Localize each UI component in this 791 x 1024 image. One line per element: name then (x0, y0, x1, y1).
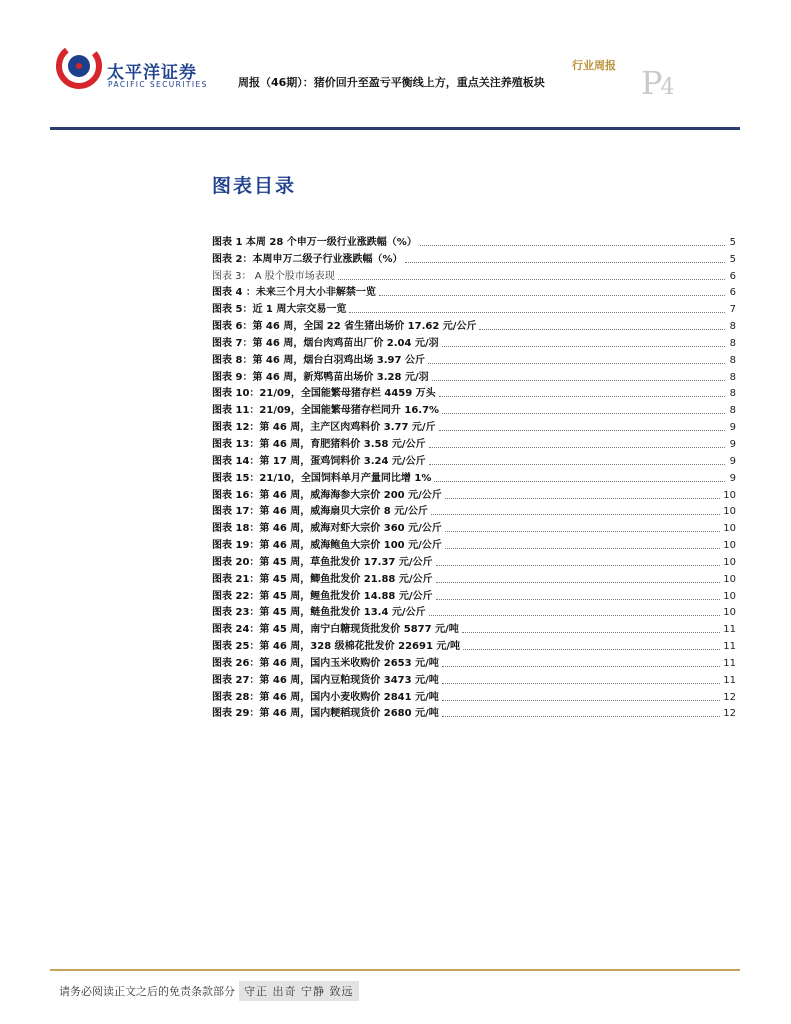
toc-item-page: 6 (729, 270, 736, 282)
toc-item-page: 11 (723, 657, 736, 669)
toc-item-page: 10 (723, 556, 736, 568)
toc-leader-dots (439, 396, 725, 397)
toc-item-page: 11 (723, 641, 736, 653)
page-digit: 4 (660, 75, 675, 100)
page-letter: P (641, 64, 661, 102)
toc-item[interactable] (212, 619, 736, 636)
toc-leader-dots (436, 582, 721, 583)
toc-item-label: 图表 6：第 46 周，全国 22 省生猪出场价 17.62 元/公斤 (212, 321, 477, 333)
toc-item-label: 图表 4 ：未来三个月大小非解禁一览 (212, 287, 376, 299)
toc-leader-dots (479, 329, 725, 330)
brand-name-en: PACIFIC SECURITIES (108, 80, 208, 89)
toc-leader-dots (445, 531, 721, 532)
toc-leader-dots (429, 447, 725, 448)
toc-item[interactable] (212, 384, 736, 401)
toc-item-page: 5 (729, 236, 736, 248)
report-type: 行业周报 (572, 59, 616, 72)
toc-item-page: 10 (723, 523, 736, 535)
toc-item-page: 9 (729, 472, 736, 484)
toc-leader-dots (445, 548, 721, 549)
toc-item[interactable] (212, 400, 736, 417)
toc-item[interactable] (212, 367, 736, 384)
toc-item-label: 图表 27：第 46 周，国内豆粕现货价 3473 元/吨 (212, 674, 439, 686)
toc-item[interactable] (212, 518, 736, 535)
toc-item-label: 图表 7：第 46 周，烟台肉鸡苗出厂价 2.04 元/羽 (212, 337, 439, 349)
toc-item[interactable] (212, 417, 736, 434)
toc-list (212, 232, 736, 720)
toc-item[interactable] (212, 249, 736, 266)
toc-leader-dots (379, 295, 725, 296)
toc-item[interactable] (212, 569, 736, 586)
toc-item-label: 图表 1 本周 28 个申万一级行业涨跌幅（%） (212, 236, 417, 248)
footer-motto: 守正 出奇 宁静 致远 (239, 981, 359, 1001)
toc-item-page: 9 (729, 455, 736, 467)
toc-item-label: 图表 13：第 46 周，育肥猪料价 3.58 元/公斤 (212, 438, 426, 450)
toc-leader-dots (431, 514, 720, 515)
toc-item-page: 7 (729, 304, 736, 316)
toc-item[interactable] (212, 603, 736, 620)
toc-leader-dots (442, 700, 721, 701)
toc-item-label: 图表 3： A 股个股市场表现 (212, 270, 335, 282)
toc-item-page: 8 (729, 371, 736, 383)
toc-item[interactable] (212, 670, 736, 687)
toc-item-label: 图表 2：本周申万二级子行业涨跌幅（%） (212, 253, 403, 265)
toc-item-page: 6 (729, 287, 736, 299)
toc-item[interactable] (212, 350, 736, 367)
toc-item-label: 图表 22：第 45 周，鲤鱼批发价 14.88 元/公斤 (212, 590, 433, 602)
toc-item[interactable] (212, 687, 736, 704)
toc-heading: 图表目录 (212, 175, 297, 197)
toc-leader-dots (442, 683, 721, 684)
toc-leader-dots (442, 716, 721, 717)
brand-name-cn: 太平洋证券 (107, 63, 197, 83)
toc-item-label: 图表 26：第 46 周，国内玉米收购价 2653 元/吨 (212, 657, 439, 669)
toc-leader-dots (436, 599, 721, 600)
toc-leader-dots (432, 380, 725, 381)
toc-item-label: 图表 19：第 46 周，威海鲍鱼大宗价 100 元/公斤 (212, 540, 442, 552)
toc-leader-dots (442, 666, 721, 667)
toc-item-label: 图表 21：第 45 周，鲫鱼批发价 21.88 元/公斤 (212, 573, 433, 585)
toc-leader-dots (349, 312, 725, 313)
header-divider (50, 127, 740, 130)
toc-leader-dots (439, 430, 725, 431)
toc-item-page: 5 (729, 253, 736, 265)
toc-item-label: 图表 11：21/09，全国能繁母猪存栏同升 16.7% (212, 405, 440, 417)
toc-item-page: 8 (729, 388, 736, 400)
toc-item-page: 10 (723, 590, 736, 602)
toc-item-page: 10 (723, 573, 736, 585)
toc-item-page: 11 (723, 674, 736, 686)
toc-item[interactable] (212, 636, 736, 653)
toc-item-label: 图表 18：第 46 周，威海对虾大宗价 360 元/公斤 (212, 523, 442, 535)
footer-divider (50, 969, 740, 971)
toc-item-label: 图表 23：第 45 周，鲢鱼批发价 13.4 元/公斤 (212, 607, 426, 619)
toc-item[interactable] (212, 552, 736, 569)
toc-leader-dots (445, 498, 721, 499)
toc-item-page: 11 (723, 624, 736, 636)
toc-item-label: 图表 15：21/10，全国饲料单月产量同比增 1% (212, 472, 432, 484)
toc-item-label: 图表 12：第 46 周，主产区肉鸡料价 3.77 元/斤 (212, 422, 436, 434)
toc-item-label: 图表 29：第 46 周，国内粳稻现货价 2680 元/吨 (212, 708, 439, 720)
toc-item[interactable] (212, 653, 736, 670)
toc-item-label: 图表 17：第 46 周，威海扇贝大宗价 8 元/公斤 (212, 506, 428, 518)
toc-item-page: 8 (729, 405, 736, 417)
toc-item-label: 图表 10：21/09，全国能繁母猪存栏 4459 万头 (212, 388, 436, 400)
toc-item-page: 9 (729, 422, 736, 434)
toc-item-label: 图表 9：第 46 周，新郑鸭苗出场价 3.28 元/羽 (212, 371, 429, 383)
toc-item[interactable] (212, 586, 736, 603)
toc-item-label: 图表 20：第 45 周，草鱼批发价 17.37 元/公斤 (212, 556, 433, 568)
toc-item-page: 10 (723, 540, 736, 552)
toc-item[interactable] (212, 485, 736, 502)
toc-leader-dots (436, 565, 721, 566)
toc-item[interactable] (212, 232, 736, 249)
toc-item-label: 图表 28：第 46 周，国内小麦收购价 2841 元/吨 (212, 691, 439, 703)
toc-item-label: 图表 24：第 45 周，南宁白糖现货批发价 5877 元/吨 (212, 624, 459, 636)
toc-item-page: 10 (723, 607, 736, 619)
toc-item-page: 12 (723, 691, 736, 703)
toc-item[interactable] (212, 451, 736, 468)
toc-item[interactable] (212, 283, 736, 300)
toc-leader-dots (442, 413, 725, 414)
toc-item-label: 图表 8：第 46 周，烟台白羽鸡出场 3.97 公斤 (212, 354, 425, 366)
toc-item-page: 10 (723, 506, 736, 518)
toc-leader-dots (429, 615, 721, 616)
toc-item-page: 10 (723, 489, 736, 501)
toc-leader-dots (463, 649, 720, 650)
toc-leader-dots (434, 481, 725, 482)
toc-item[interactable] (212, 535, 736, 552)
toc-leader-dots (420, 245, 725, 246)
toc-leader-dots (338, 279, 725, 280)
toc-item[interactable] (212, 299, 736, 316)
toc-leader-dots (442, 346, 725, 347)
toc-item-label: 图表 25：第 46 周，328 级棉花批发价 22691 元/吨 (212, 641, 461, 653)
toc-item[interactable] (212, 468, 736, 485)
toc-item-page: 12 (723, 708, 736, 720)
toc-item[interactable] (212, 434, 736, 451)
toc-leader-dots (429, 464, 725, 465)
pacific-securities-logo-icon (55, 42, 103, 90)
toc-leader-dots (428, 363, 725, 364)
toc-item[interactable] (212, 502, 736, 519)
page-number (641, 64, 675, 102)
footer (59, 981, 359, 1001)
toc-item-page: 8 (729, 354, 736, 366)
toc-item[interactable] (212, 316, 736, 333)
toc-item-label: 图表 5：近 1 周大宗交易一览 (212, 304, 347, 316)
toc-item-label: 图表 14：第 17 周，蛋鸡饲料价 3.24 元/公斤 (212, 455, 426, 467)
toc-item-page: 8 (729, 321, 736, 333)
toc-leader-dots (405, 262, 725, 263)
footer-disclaimer: 请务必阅读正文之后的免责条款部分 (59, 985, 235, 998)
toc-item-page: 8 (729, 337, 736, 349)
toc-item[interactable] (212, 266, 736, 283)
toc-item-page: 9 (729, 438, 736, 450)
report-title: 周报（46期）：猪价回升至盈亏平衡线上方，重点关注养殖板块 (238, 76, 545, 89)
toc-item-label: 图表 16：第 46 周，威海海参大宗价 200 元/公斤 (212, 489, 442, 501)
toc-item[interactable] (212, 333, 736, 350)
toc-item[interactable] (212, 704, 736, 721)
toc-leader-dots (462, 632, 721, 633)
